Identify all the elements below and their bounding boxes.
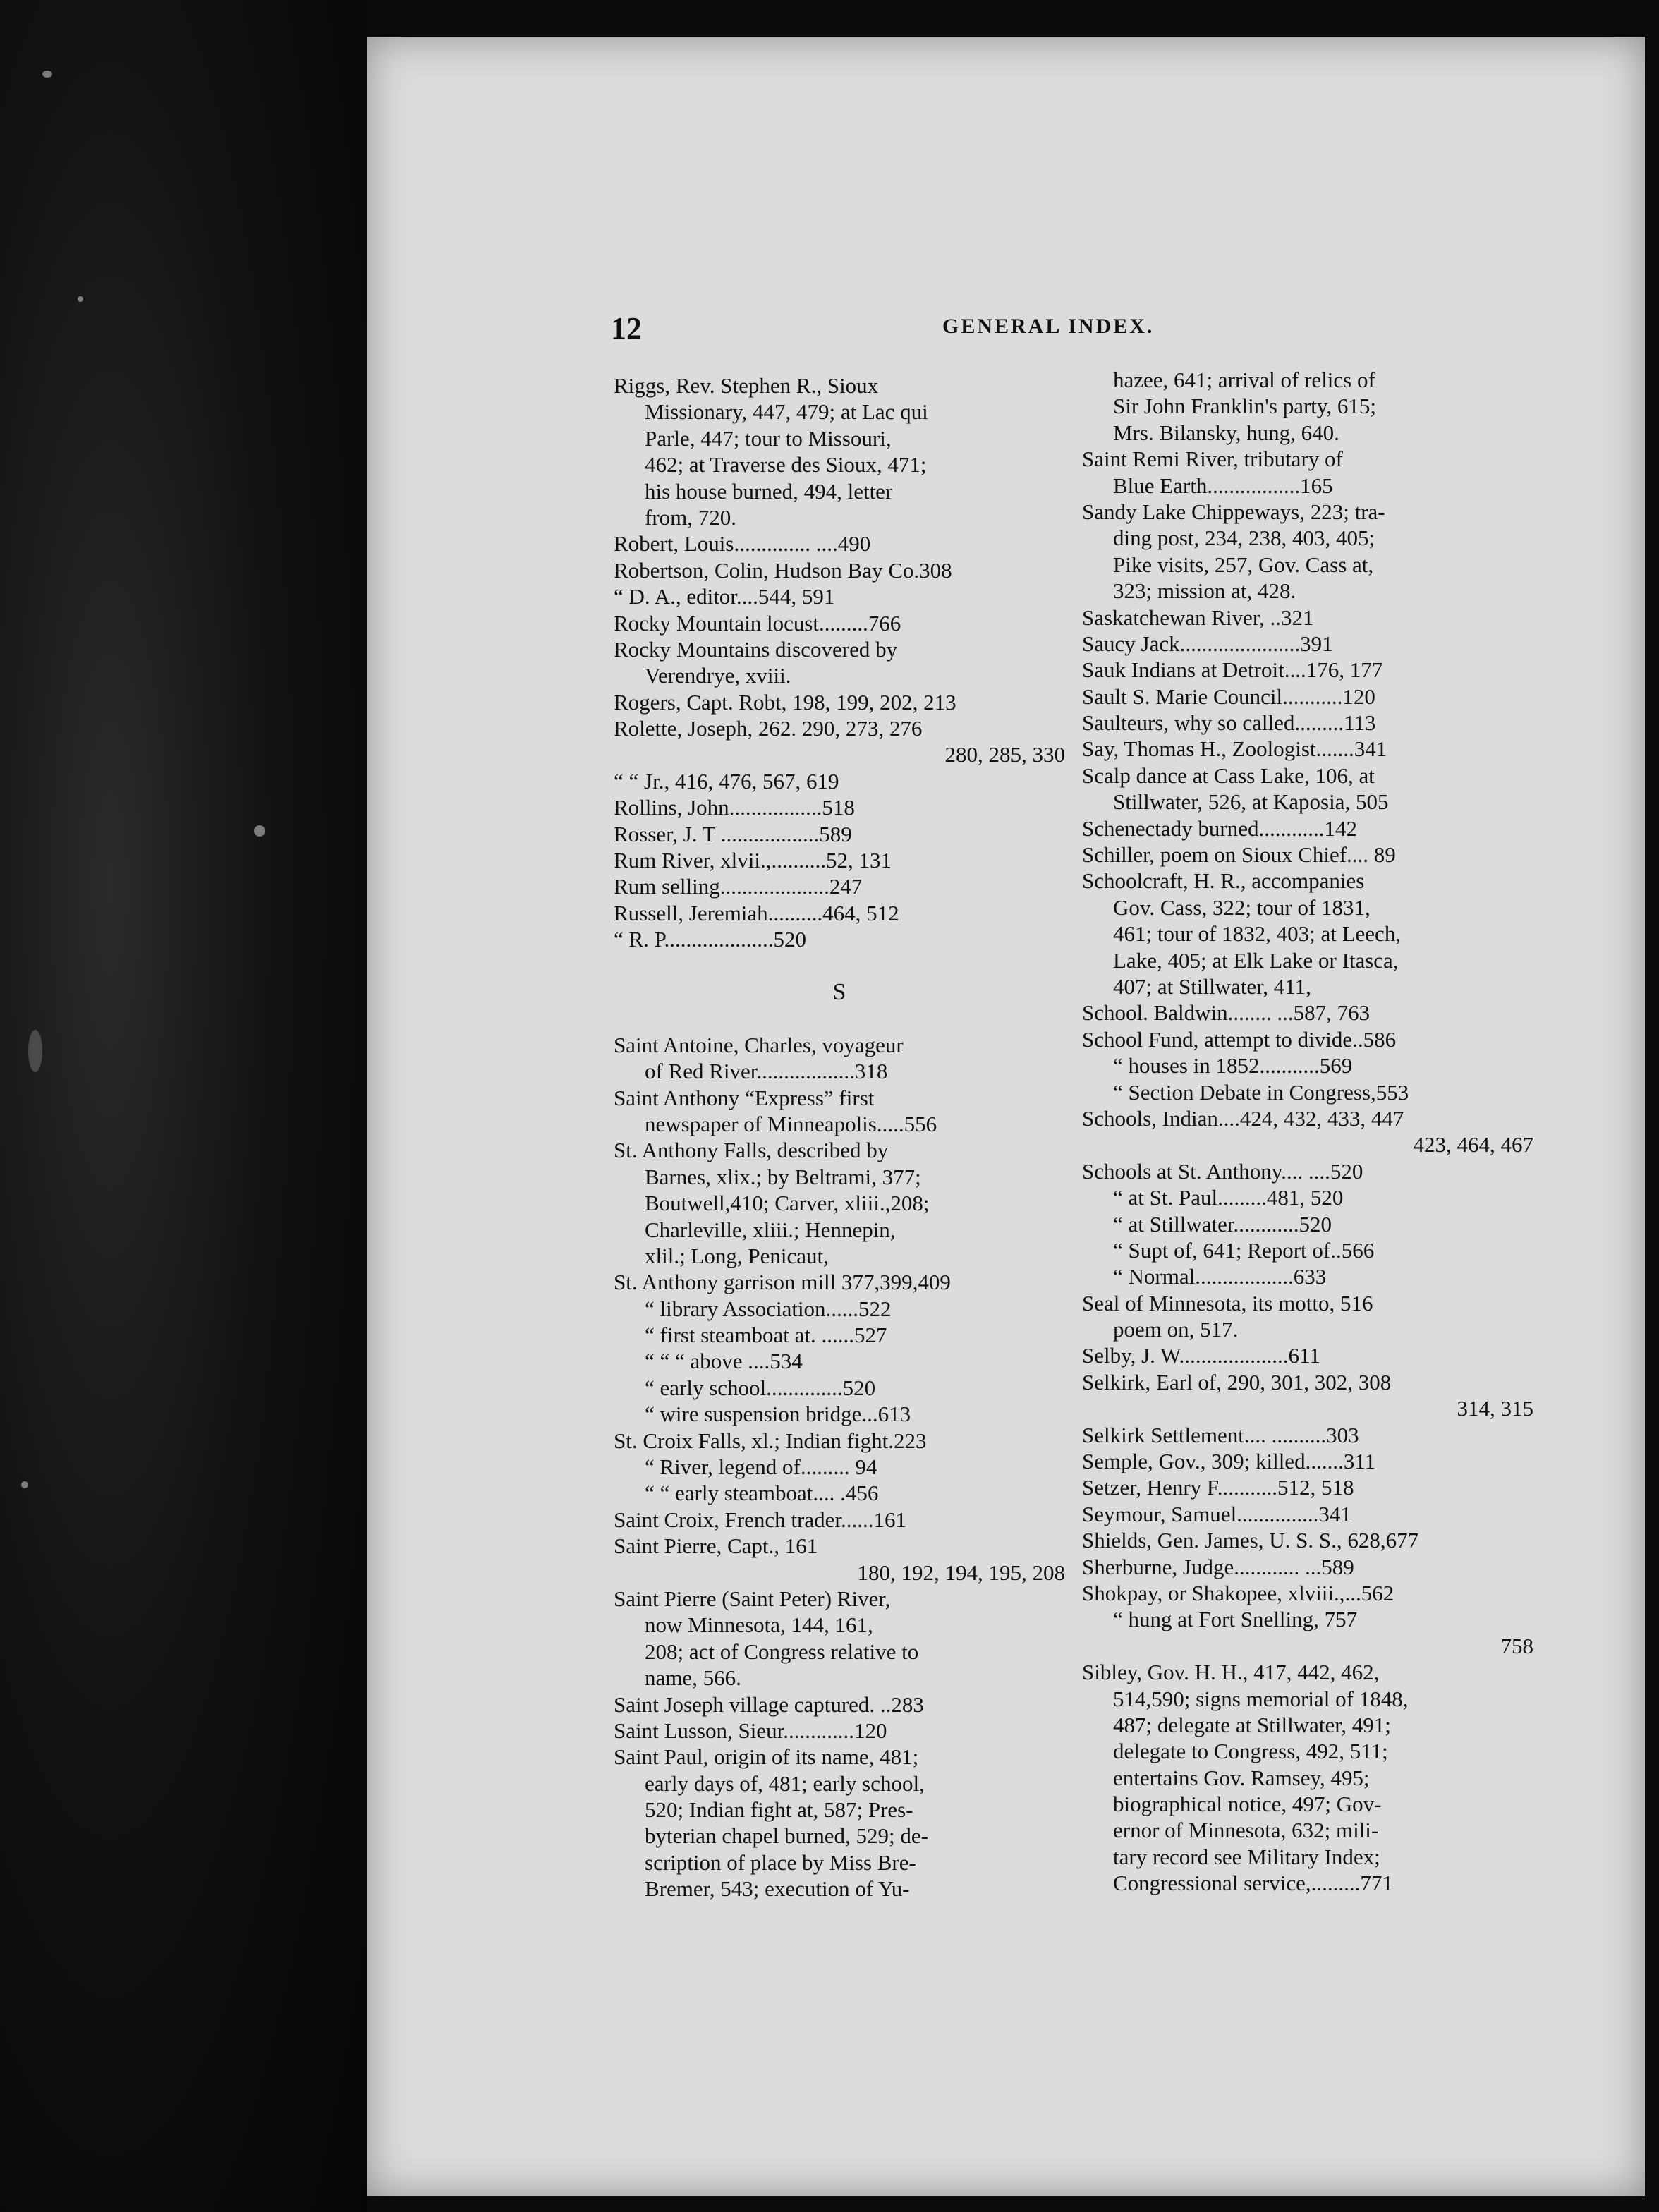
page-number: 12	[611, 311, 642, 346]
index-entry-line: 758	[1500, 1633, 1533, 1658]
index-entry-line: 208; act of Congress relative to	[645, 1639, 919, 1664]
index-entry-line: Rum selling....................247	[614, 874, 863, 899]
index-entry-line: Selkirk Settlement.... ..........303	[1082, 1422, 1359, 1447]
index-entry-line: Saint Lusson, Sieur.............120	[614, 1718, 887, 1743]
index-entry-line: Setzer, Henry F...........512, 518	[1082, 1475, 1354, 1500]
index-entry-line: tary record see Military Index;	[1113, 1844, 1380, 1869]
index-entry-line: Shokpay, or Shakopee, xlviii.,...562	[1082, 1580, 1394, 1605]
index-entry-line: scription of place by Miss Bre-	[645, 1849, 916, 1875]
index-entry-line: Saint Pierre, Capt., 161	[614, 1533, 818, 1559]
index-entry-line: Say, Thomas H., Zoologist.......341	[1082, 736, 1387, 762]
index-entry-line: Rollins, John.................518	[614, 795, 855, 820]
index-entry-line: Seal of Minnesota, its motto, 516	[1082, 1290, 1373, 1315]
index-entry-line: Saucy Jack......................391	[1082, 631, 1333, 656]
index-entry-line: Boutwell,410; Carver, xliii.,208;	[645, 1191, 930, 1216]
index-entry-line: Barnes, xlix.; by Beltrami, 377;	[645, 1164, 921, 1189]
index-entry-line: ding post, 234, 238, 403, 405;	[1113, 525, 1375, 551]
dust-speck	[28, 1030, 42, 1072]
index-entry-line: Verendrye, xviii.	[645, 663, 791, 688]
index-entry-line: Rocky Mountains discovered by	[614, 636, 898, 662]
index-entry-line: “ at Stillwater............520	[1113, 1211, 1332, 1236]
index-entry-line: name, 566.	[645, 1665, 741, 1691]
index-entry-line: “ Supt of, 641; Report of..566	[1113, 1237, 1375, 1263]
dust-speck	[254, 825, 265, 837]
index-entry-line: poem on, 517.	[1113, 1317, 1239, 1342]
index-entry-line	[614, 1005, 1065, 1031]
index-entry-line: byterian chapel burned, 529; de-	[645, 1823, 928, 1849]
index-entry-line: his house burned, 494, letter	[645, 478, 893, 504]
page-header	[611, 310, 1528, 353]
index-column-right	[1082, 367, 1533, 1897]
index-entry-line: Saskatchewan River, ..321	[1082, 604, 1314, 630]
index-entry-line: Sir John Franklin's party, 615;	[1113, 394, 1376, 419]
section-letter: S	[832, 978, 846, 1005]
index-entry-line: Semple, Gov., 309; killed.......311	[1082, 1449, 1376, 1474]
index-entry-line: Sherburne, Judge............ ...589	[1082, 1554, 1354, 1579]
index-entry-line: 280, 285, 330	[944, 742, 1065, 767]
index-entry-line: Mrs. Bilansky, hung, 640.	[1113, 420, 1339, 445]
index-entry-line: “ Section Debate in Congress,553	[1113, 1079, 1409, 1105]
index-entry-line: Saint Joseph village captured. ..283	[614, 1691, 924, 1717]
dust-speck	[42, 71, 52, 78]
index-entry-line: “ “ “ above ....534	[645, 1349, 803, 1374]
index-entry-line: Sandy Lake Chippeways, 223; tra-	[1082, 499, 1385, 524]
index-entry-line: “ houses in 1852...........569	[1113, 1053, 1353, 1078]
index-entry-line: “ first steamboat at. ......527	[645, 1323, 887, 1348]
index-entry-line: Stillwater, 526, at Kaposia, 505	[1113, 789, 1389, 815]
index-entry-line: early days of, 481; early school,	[645, 1770, 925, 1796]
index-entry-line: “ wire suspension bridge...613	[645, 1402, 911, 1427]
running-title: GENERAL INDEX.	[942, 315, 1155, 338]
index-entry-line: Saint Anthony “Express” first	[614, 1085, 875, 1110]
index-entry-line: Sauk Indians at Detroit....176, 177	[1082, 657, 1383, 683]
index-entry-line: from, 720.	[645, 504, 737, 530]
index-entry-line: “ library Association......522	[645, 1296, 892, 1321]
index-entry-line: 520; Indian fight at, 587; Pres-	[645, 1797, 913, 1823]
index-entry-line: Selkirk, Earl of, 290, 301, 302, 308	[1082, 1369, 1392, 1394]
index-entry-line: Gov. Cass, 322; tour of 1831,	[1113, 894, 1371, 920]
index-entry-line: 180, 192, 194, 195, 208	[857, 1560, 1065, 1585]
scan-border	[0, 0, 367, 2212]
index-entry-line: Sault S. Marie Council...........120	[1082, 683, 1375, 709]
index-entry-line: hazee, 641; arrival of relics of	[1113, 367, 1375, 392]
index-entry-line: St. Anthony garrison mill 377,399,409	[614, 1270, 951, 1295]
index-entry-line: Selby, J. W....................611	[1082, 1343, 1320, 1368]
index-entry-line: Seymour, Samuel...............341	[1082, 1501, 1351, 1526]
index-entry-line: Blue Earth.................165	[1113, 473, 1333, 498]
index-entry-line: Robertson, Colin, Hudson Bay Co.308	[614, 557, 952, 583]
dust-speck	[78, 296, 83, 302]
index-entry-line: Schools, Indian....424, 432, 433, 447	[1082, 1105, 1404, 1131]
index-entry-line: Schools at St. Anthony.... ....520	[1082, 1158, 1363, 1184]
index-entry-line: Riggs, Rev. Stephen R., Sioux	[614, 373, 879, 398]
index-entry-line: “ hung at Fort Snelling, 757	[1113, 1607, 1358, 1632]
index-entry-line: Saint Paul, origin of its name, 481;	[614, 1744, 919, 1770]
index-entry-line: Bremer, 543; execution of Yu-	[645, 1876, 910, 1902]
index-entry-line: Congressional service,.........771	[1113, 1871, 1393, 1896]
index-entry-line: Rosser, J. T ..................589	[614, 821, 852, 846]
index-entry-line: Saulteurs, why so called.........113	[1082, 710, 1376, 736]
index-entry-line: xlil.; Long, Penicaut,	[645, 1243, 829, 1268]
index-column-left	[614, 372, 1065, 1902]
index-entry-line: “ at St. Paul.........481, 520	[1113, 1185, 1344, 1210]
index-entry-line: “ early school..............520	[645, 1375, 876, 1400]
index-entry-line: Schiller, poem on Sioux Chief.... 89	[1082, 842, 1396, 868]
index-entry-line: Charleville, xliii.; Hennepin,	[645, 1217, 896, 1242]
index-entry-line: Russell, Jeremiah..........464, 512	[614, 900, 899, 925]
index-entry-line: 461; tour of 1832, 403; at Leech,	[1113, 921, 1402, 947]
index-entry-line: School Fund, attempt to divide..586	[1082, 1026, 1397, 1052]
index-entry-line: Pike visits, 257, Gov. Cass at,	[1113, 552, 1374, 577]
index-entry-line: Schenectady burned............142	[1082, 815, 1357, 841]
index-entry-line: 423, 464, 467	[1413, 1132, 1533, 1157]
index-entry-line	[614, 953, 1065, 979]
index-entry-line: “ D. A., editor....544, 591	[614, 584, 835, 609]
index-entry-line: Saint Remi River, tributary of	[1082, 446, 1343, 472]
index-entry-line: 514,590; signs memorial of 1848,	[1113, 1686, 1409, 1711]
dust-speck	[21, 1481, 28, 1488]
index-entry-line: entertains Gov. Ramsey, 495;	[1113, 1765, 1370, 1790]
index-entry-line: Rum River, xlvii.,..........52, 131	[614, 848, 892, 873]
index-entry-line: Shields, Gen. James, U. S. S., 628,677	[1082, 1528, 1419, 1553]
index-entry-line: Sibley, Gov. H. H., 417, 442, 462,	[1082, 1660, 1380, 1685]
index-entry-line: “ River, legend of......... 94	[645, 1454, 877, 1480]
index-entry-line: Schoolcraft, H. R., accompanies	[1082, 868, 1365, 894]
index-entry-line: of Red River..................318	[645, 1059, 888, 1084]
index-entry-line: St. Croix Falls, xl.; Indian fight.223	[614, 1428, 927, 1453]
index-entry-line: newspaper of Minneapolis.....556	[645, 1111, 937, 1136]
index-entry-line: Robert, Louis.............. ....490	[614, 531, 871, 557]
index-entry-line: “ “ Jr., 416, 476, 567, 619	[614, 768, 839, 794]
index-entry-line: Saint Croix, French trader......161	[614, 1507, 906, 1532]
index-entry-line: Rocky Mountain locust.........766	[614, 610, 901, 636]
index-entry-line: Lake, 405; at Elk Lake or Itasca,	[1113, 947, 1399, 973]
index-entry-line: “ “ early steamboat.... .456	[645, 1481, 879, 1506]
index-entry-line: Rolette, Joseph, 262. 290, 273, 276	[614, 716, 923, 741]
index-entry-line: biographical notice, 497; Gov-	[1113, 1792, 1382, 1817]
index-entry-line: Parle, 447; tour to Missouri,	[645, 425, 892, 451]
index-entry-line: delegate to Congress, 492, 511;	[1113, 1739, 1388, 1764]
index-entry-line: Saint Pierre (Saint Peter) River,	[614, 1586, 891, 1611]
index-entry-line: “ R. P....................520	[614, 927, 806, 952]
index-entry-line: “ Normal..................633	[1113, 1264, 1327, 1289]
index-entry-line: 407; at Stillwater, 411,	[1113, 973, 1311, 999]
index-entry-line: 487; delegate at Stillwater, 491;	[1113, 1712, 1391, 1737]
index-entry-line: Missionary, 447, 479; at Lac qui	[645, 399, 928, 425]
index-entry-line: Saint Antoine, Charles, voyageur	[614, 1032, 904, 1057]
index-entry-line: School. Baldwin........ ...587, 763	[1082, 1000, 1371, 1026]
index-entry-line: Scalp dance at Cass Lake, 106, at	[1082, 762, 1375, 788]
index-entry-line: ernor of Minnesota, 632; mili-	[1113, 1818, 1379, 1843]
index-entry-line: St. Anthony Falls, described by	[614, 1138, 889, 1163]
index-entry-line: 323; mission at, 428.	[1113, 578, 1296, 604]
index-entry-line: 462; at Traverse des Sioux, 471;	[645, 452, 927, 478]
index-entry-line: now Minnesota, 144, 161,	[645, 1612, 873, 1638]
index-entry-line: 314, 315	[1457, 1396, 1533, 1421]
index-entry-line: Rogers, Capt. Robt, 198, 199, 202, 213	[614, 689, 956, 715]
